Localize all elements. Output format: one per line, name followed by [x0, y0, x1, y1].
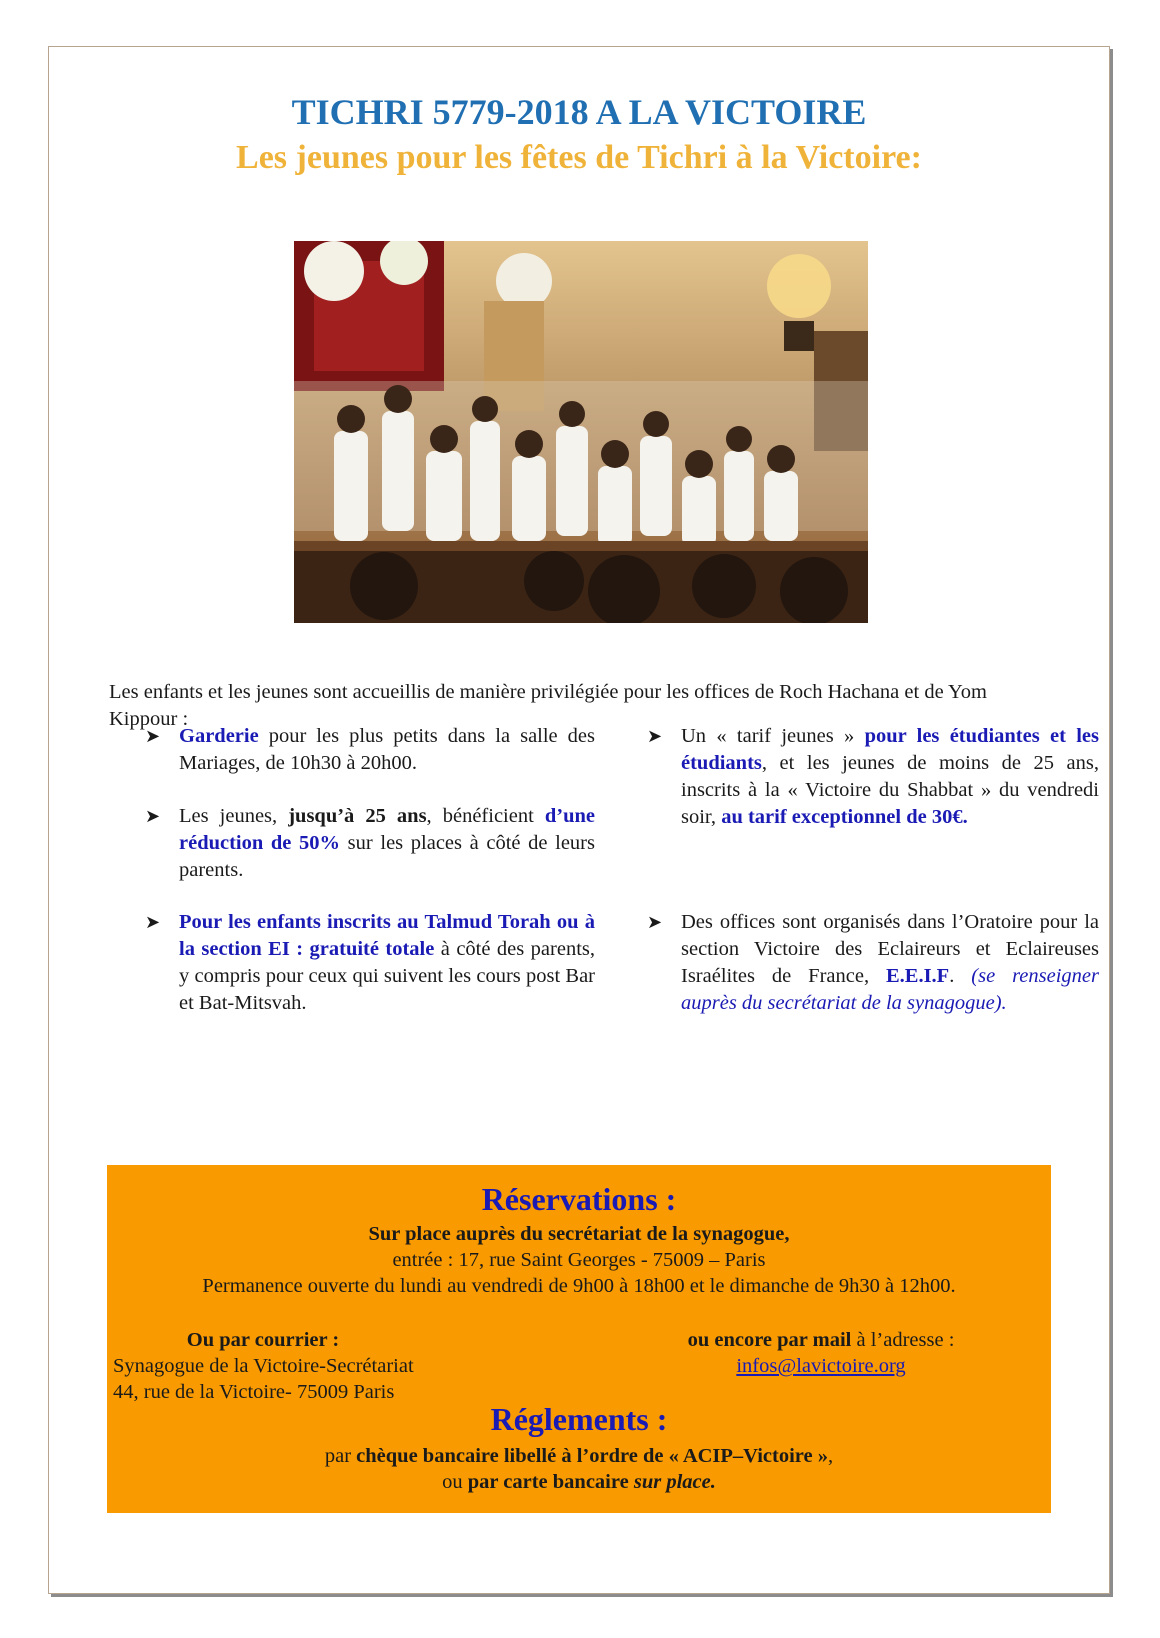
arrow-bullet-icon: ➤	[145, 726, 161, 746]
eeif-text-2: .	[949, 965, 972, 987]
garderie-label: Garderie	[179, 725, 259, 747]
reservations-box	[107, 1165, 1051, 1513]
bullet-talmud-torah	[145, 909, 595, 1017]
page-subtitle: Les jeunes pour les fêtes de Tichri à la Victoire:	[236, 139, 922, 176]
bullet-tarif-jeunes	[647, 723, 1099, 831]
reglements-l1-p2: ,	[828, 1445, 834, 1467]
email-heading-bold: ou encore par mail	[687, 1329, 852, 1351]
reduction-age: jusqu’à 25 ans	[288, 805, 427, 827]
postal-line-1: Synagogue de la Victoire-Secrétariat	[113, 1355, 414, 1377]
arrow-bullet-icon: ➤	[647, 726, 663, 746]
arrow-bullet-icon: ➤	[647, 912, 663, 932]
tarif-price: au tarif exceptionnel de 30€.	[721, 806, 968, 828]
left-column-3	[145, 909, 595, 1017]
email-link[interactable]: infos@lavictoire.org	[736, 1355, 906, 1377]
eeif-text-1: Des offices sont organisés dans l’Oratoire pour la section Victoire des Eclaireurs et Eclaireuses Israélites de France,	[681, 911, 1099, 987]
postal-heading: Ou par courrier :	[186, 1329, 340, 1351]
postal-line-2: 44, rue de la Victoire- 75009 Paris	[113, 1381, 395, 1403]
tarif-text-1: Un « tarif jeunes »	[681, 725, 865, 747]
email-contact	[611, 1327, 1031, 1379]
reduction-highlight: d’une réduction de 50%	[179, 805, 595, 854]
reservations-hours: Permanence ouverte du lundi au vendredi de 9h00 à 18h00 et le dimanche de 9h30 à 12h00.	[202, 1275, 956, 1297]
reduction-text-3: sur les places à côté de leurs parents.	[179, 832, 595, 881]
reservations-onsite: Sur place auprès du secrétariat de la synagogue,	[368, 1223, 790, 1245]
tarif-students: pour les étudiantes et les étudiants	[681, 725, 1099, 774]
garderie-text: pour les plus petits dans la salle des Mariages, de 10h30 à 20h00.	[179, 725, 595, 774]
intro-paragraph: Les enfants et les jeunes sont accueillis de manière privilégiée pour les offices de Roch Hachana et de Yom Kippour :	[109, 681, 987, 730]
arrow-bullet-icon: ➤	[145, 806, 161, 826]
right-column	[647, 723, 1099, 831]
talmud-torah-highlight: Pour les enfants inscrits au Talmud Torah ou à la section EI : gratuité totale	[179, 911, 595, 960]
tarif-text-2: , et les jeunes de moins de 25 ans, inscrits à la « Victoire du Shabbat » du vendredi soir,	[681, 752, 1099, 828]
eeif-text-3: .	[1001, 992, 1007, 1014]
left-column	[145, 723, 595, 777]
page-title: TICHRI 5779-2018 A LA VICTOIRE	[291, 92, 867, 132]
reglements-l2-bold: par carte bancaire	[467, 1471, 634, 1493]
left-column-2	[145, 803, 595, 884]
choir-photo	[294, 241, 868, 623]
reglements-card	[107, 1471, 1051, 1494]
reglements-title: Réglements :	[490, 1401, 668, 1437]
talmud-torah-text: à côté des parents, y compris pour ceux qui suivent les cours post Bar et Bat-Mitsvah.	[179, 938, 595, 1014]
reglements-l1-bold: chèque bancaire libellé à l’ordre de « ACIP–Victoire »	[356, 1445, 828, 1467]
arrow-bullet-icon: ➤	[145, 912, 161, 932]
eeif-note: (se renseigner auprès du secrétariat de la synagogue)	[681, 965, 1099, 1014]
bullet-eeif	[647, 909, 1099, 1017]
reglements-cheque	[107, 1445, 1051, 1468]
bullet-garderie	[145, 723, 595, 777]
postal-contact	[113, 1327, 543, 1405]
bullet-reduction	[145, 803, 595, 884]
reduction-text-2: , bénéficient	[426, 805, 545, 827]
email-heading-rest: à l’adresse :	[851, 1329, 955, 1351]
email-heading	[611, 1327, 1031, 1353]
page-frame	[48, 46, 1110, 1594]
reservations-address: entrée : 17, rue Saint Georges - 75009 – Paris	[392, 1249, 766, 1271]
reglements-l2-italic: sur place.	[633, 1471, 716, 1493]
right-column-2	[647, 909, 1099, 1017]
eeif-acronym: E.E.I.F	[885, 965, 950, 987]
reglements-l2-p1: ou	[442, 1471, 468, 1493]
reduction-text-1: Les jeunes,	[179, 805, 289, 827]
reglements-l1-p1: par	[324, 1445, 357, 1467]
reservations-title: Réservations :	[481, 1181, 677, 1217]
